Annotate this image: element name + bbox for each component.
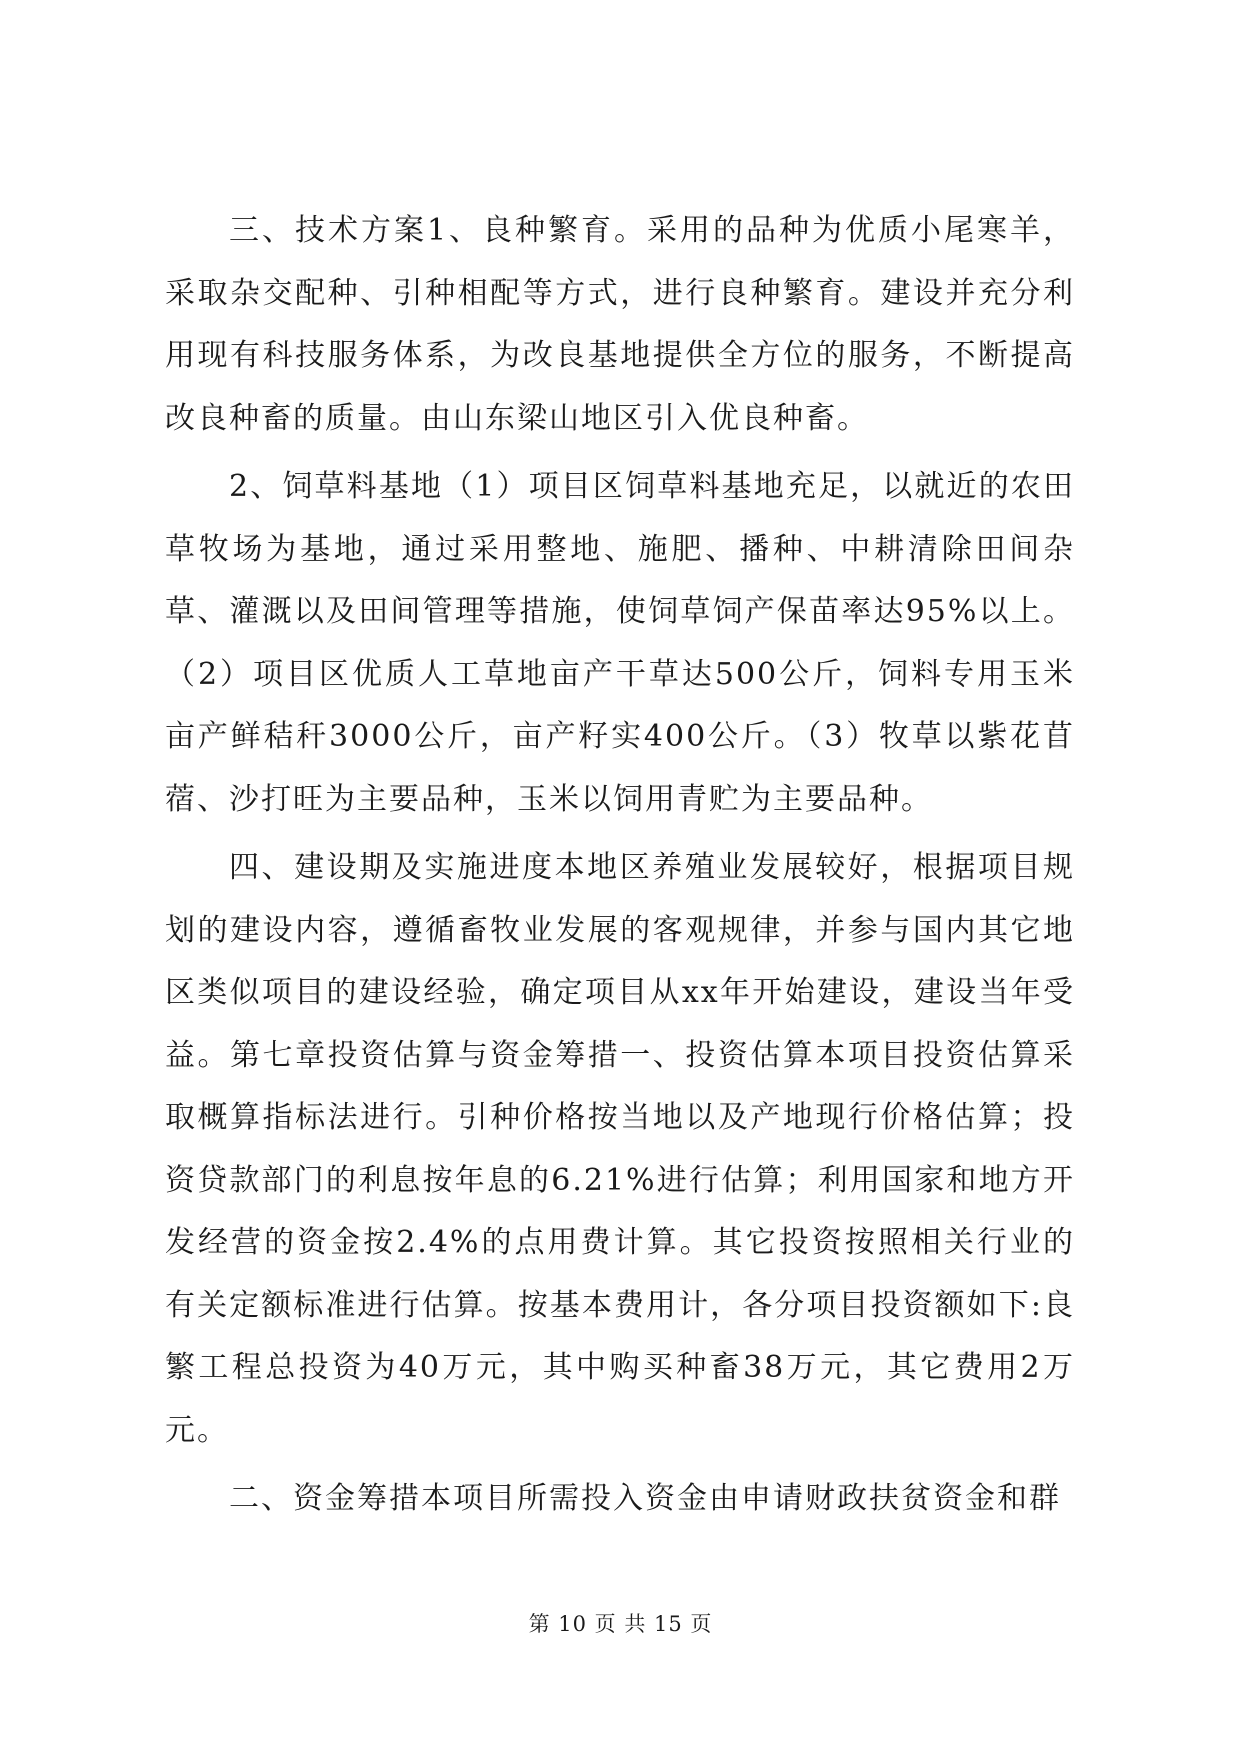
paragraph-forage-base: 2、饲草料基地（1）项目区饲草料基地充足，以就近的农田草牧场为基地，通过采用整地、施肥、播种、中耕清除田间杂草、灌溉以及田间管理等措施，使饲草饲产保苗率达95%以上。（2）项目区优质人工草地亩产干草达500公斤，饲料专用玉米亩产鲜秸秆3000公斤，亩产籽实400公斤。（3）牧草以紫花苜蓿、沙打旺为主要品种，玉米以饲用青贮为主要品种。	[165, 469, 1075, 817]
document-body	[165, 200, 1075, 1531]
paragraph-fund-raising: 二、资金筹措本项目所需投入资金由申请财政扶贫资金和群	[229, 1481, 1061, 1516]
page-number-footer: 第 10 页 共 15 页	[528, 1612, 713, 1636]
paragraph-technical-plan: 三、技术方案1、良种繁育。采用的品种为优质小尾寒羊，采取杂交配种、引种相配等方式，进行良种繁育。建设并充分利用现有科技服务体系，为改良基地提供全方位的服务，不断提高改良种畜的质量。由山东梁山地区引入优良种畜。	[165, 213, 1075, 436]
paragraph-construction-investment: 四、建设期及实施进度本地区养殖业发展较好，根据项目规划的建设内容，遵循畜牧业发展的客观规律，并参与国内其它地区类似项目的建设经验，确定项目从xx年开始建设，建设当年受益。第七章投资估算与资金筹措一、投资估算本项目投资估算采取概算指标法进行。引种价格按当地以及产地现行价格估算；投资贷款部门的利息按年息的6.21%进行估算；利用国家和地方开发经营的资金按2.4%的点用费计算。其它投资按照相关行业的有关定额标准进行估算。按基本费用计，各分项目投资额如下:良繁工程总投资为40万元，其中购买种畜38万元，其它费用2万元。	[165, 850, 1075, 1448]
